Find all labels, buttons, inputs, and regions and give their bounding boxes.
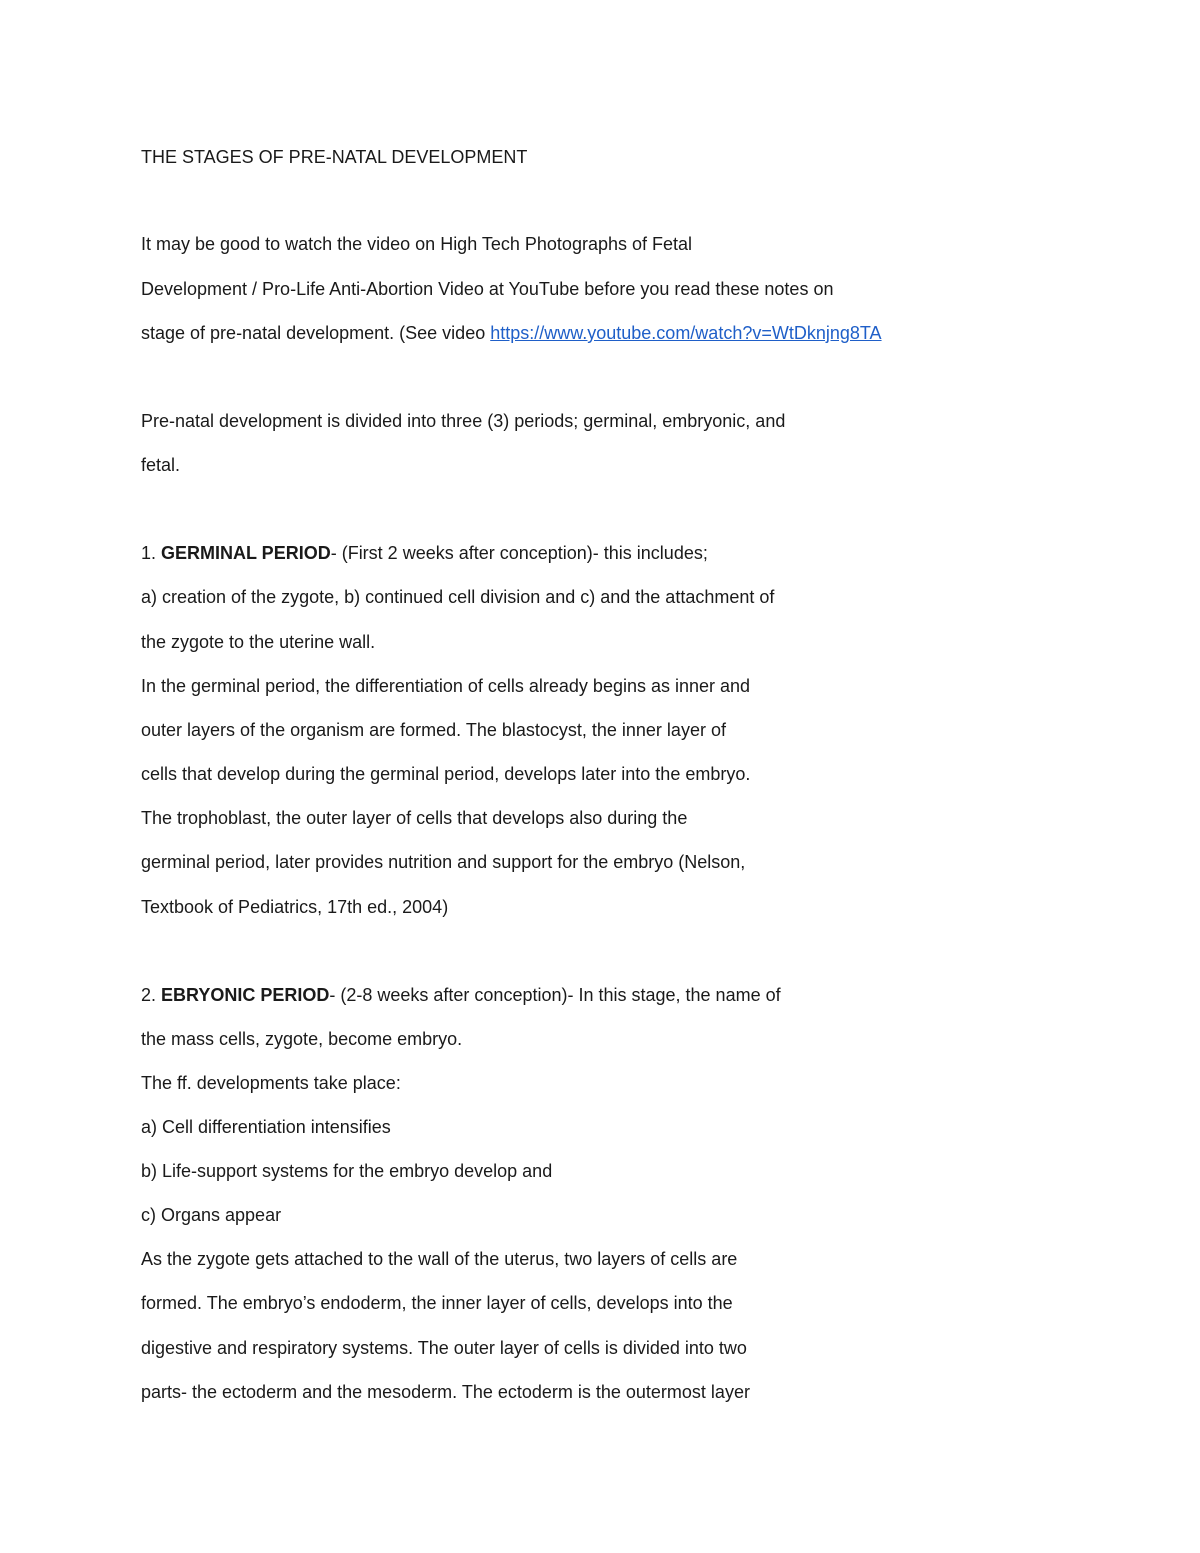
germinal-line: cells that develop during the germinal period, develops later into the embryo. xyxy=(141,764,751,784)
embryonic-line: parts- the ectoderm and the mesoderm. The ectoderm is the outermost layer xyxy=(141,1382,750,1402)
embryonic-heading-line xyxy=(141,984,781,1006)
embryonic-line: formed. The embryo’s endoderm, the inner layer of cells, develops into the xyxy=(141,1293,733,1313)
germinal-line: outer layers of the organism are formed. The blastocyst, the inner layer of xyxy=(141,720,726,740)
embryonic-line: The ff. developments take place: xyxy=(141,1073,401,1093)
germinal-line: Textbook of Pediatrics, 17th ed., 2004) xyxy=(141,897,449,917)
embryonic-line: b) Life-support systems for the embryo develop and xyxy=(141,1161,553,1181)
embryonic-line: c) Organs appear xyxy=(141,1205,282,1225)
youtube-link[interactable]: https://www.youtube.com/watch?v=WtDknjng8TA xyxy=(490,323,882,343)
germinal-line: The trophoblast, the outer layer of cells that develops also during the xyxy=(141,808,688,828)
germinal-line: In the germinal period, the differentiation of cells already begins as inner and xyxy=(141,676,751,696)
periods-intro-line-2: fetal. xyxy=(141,455,181,475)
intro-line-1: It may be good to watch the video on High Tech Photographs of Fetal xyxy=(141,234,693,254)
germinal-heading-line xyxy=(141,542,708,564)
embryonic-heading-rest: - (2-8 weeks after conception)- In this stage, the name of xyxy=(329,985,781,1005)
periods-intro-line-1: Pre-natal development is divided into three (3) periods; germinal, embryonic, and xyxy=(141,411,786,431)
germinal-line: the zygote to the uterine wall. xyxy=(141,632,376,652)
embryonic-line: a) Cell differentiation intensifies xyxy=(141,1117,391,1137)
intro-line-3 xyxy=(141,322,882,344)
embryonic-heading: EBRYONIC PERIOD xyxy=(161,985,330,1005)
intro-line-3-text: stage of pre-natal development. (See video xyxy=(141,323,491,343)
germinal-heading: GERMINAL PERIOD xyxy=(161,543,331,563)
embryonic-number: 2. xyxy=(141,985,162,1005)
document-title: THE STAGES OF PRE-NATAL DEVELOPMENT xyxy=(141,147,528,167)
embryonic-line: digestive and respiratory systems. The outer layer of cells is divided into two xyxy=(141,1338,747,1358)
embryonic-line: the mass cells, zygote, become embryo. xyxy=(141,1029,463,1049)
intro-line-2: Development / Pro-Life Anti-Abortion Video at YouTube before you read these notes on xyxy=(141,279,834,299)
embryonic-line: As the zygote gets attached to the wall of the uterus, two layers of cells are xyxy=(141,1249,738,1269)
germinal-line: germinal period, later provides nutrition and support for the embryo (Nelson, xyxy=(141,852,746,872)
germinal-number: 1. xyxy=(141,543,162,563)
germinal-heading-rest: - (First 2 weeks after conception)- this includes; xyxy=(330,543,708,563)
germinal-line: a) creation of the zygote, b) continued cell division and c) and the attachment of xyxy=(141,587,775,607)
